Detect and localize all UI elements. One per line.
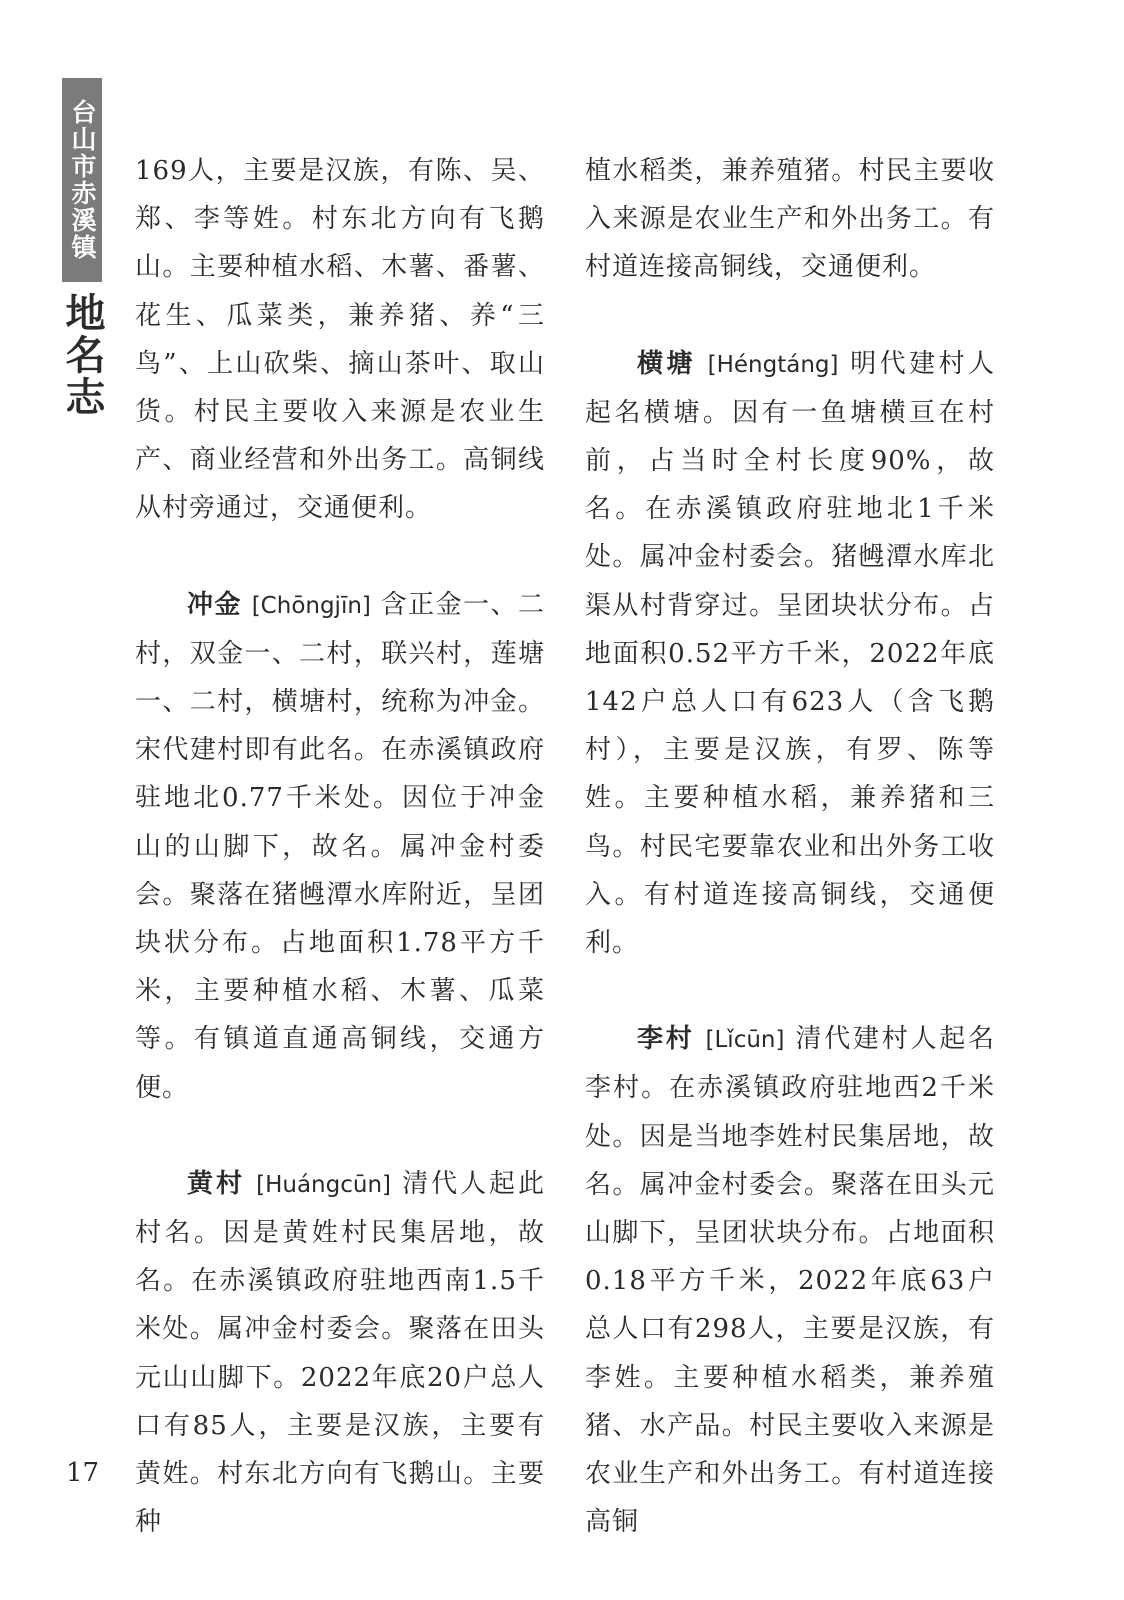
entry-name: 横塘: [637, 348, 696, 379]
entry-pinyin: [Huángcūn]: [256, 1171, 391, 1198]
entry-text: 清代建村人起名李村。在赤溪镇政府驻地西2千米处。因是当地李姓村民集居地，故名。属冲金村委会。聚落在田头元山脚下，呈团状块分布。占地面积0.18平方千米，2022年底63户总人口有298人，主要是汉族，有李姓。主要种植水稻类，兼养殖猪、水产品。村民主要收入来源是农业生产和外出务工。有村道连接高铜: [585, 1024, 995, 1538]
entry-hengtang: [585, 340, 995, 968]
entry-pinyin: [Lǐcūn]: [705, 1027, 785, 1054]
entry-licun: [585, 1015, 995, 1546]
entry-name: 冲金: [187, 589, 242, 620]
side-header-subtitle: 地名志: [59, 292, 105, 418]
left-column: [135, 147, 545, 1546]
page-number: 17: [66, 1458, 100, 1488]
side-header-band: [62, 78, 102, 282]
entry-name: 黄村: [187, 1168, 245, 1199]
entry-text: 含正金一、二村，双金一、二村，联兴村，莲塘一、二村，横塘村，统称为冲金。宋代建村即有此名。在赤溪镇政府驻地北0.77千米处。因位于冲金山的山脚下，故名。属冲金村委会。聚落在猪乸潭水库附近，呈团块状分布。占地面积1.78平方千米，主要种植水稻、木薯、瓜菜等。有镇道直通高铜线，交通方便。: [135, 589, 546, 1103]
entry-huangcun: [135, 1160, 545, 1547]
entry-name: 李村: [637, 1024, 695, 1055]
entry-text: 清代人起此村名。因是黄姓村民集居地，故名。在赤溪镇政府驻地西南1.5千米处。属冲金村委会。聚落在田头元山山脚下。2022年底20户总人口有85人，主要是汉族，主要有黄姓。村东北方向有飞鹅山。主要种: [135, 1168, 545, 1538]
continuation-paragraph: 169人，主要是汉族，有陈、吴、郑、李等姓。村东北方向有飞鹅山。主要种植水稻、木薯、番薯、花生、瓜菜类，兼养猪、养“三鸟”、上山砍柴、摘山茶叶、取山货。村民主要收入来源是农业生产、商业经营和外出务工。高铜线从村旁通过，交通便利。: [135, 156, 545, 524]
side-header-title: 台山市赤溪镇: [68, 99, 97, 261]
entry-pinyin: [Héngtáng]: [707, 351, 839, 378]
continuation-paragraph: 植水稻类，兼养殖猪。村民主要收入来源是农业生产和外出务工。有村道连接高铜线，交通便利。: [585, 156, 995, 283]
entry-pinyin: [Chōngjīn]: [251, 592, 371, 619]
entry-chongjin: [135, 581, 545, 1112]
right-column: [585, 147, 995, 1546]
entry-text: 明代建村人起名横塘。因有一鱼塘横亘在村前，占当时全村长度90%，故名。在赤溪镇政府驻地北1千米处。属冲金村委会。猪乸潭水库北渠从村背穿过。呈团块状分布。占地面积0.52平方千米，2022年底142户总人口有623人（含飞鹅村），主要是汉族，有罗、陈等姓。主要种植水稻，兼养猪和三鸟。村民宅要靠农业和出外务工收入。有村道连接高铜线，交通便利。: [585, 348, 995, 959]
